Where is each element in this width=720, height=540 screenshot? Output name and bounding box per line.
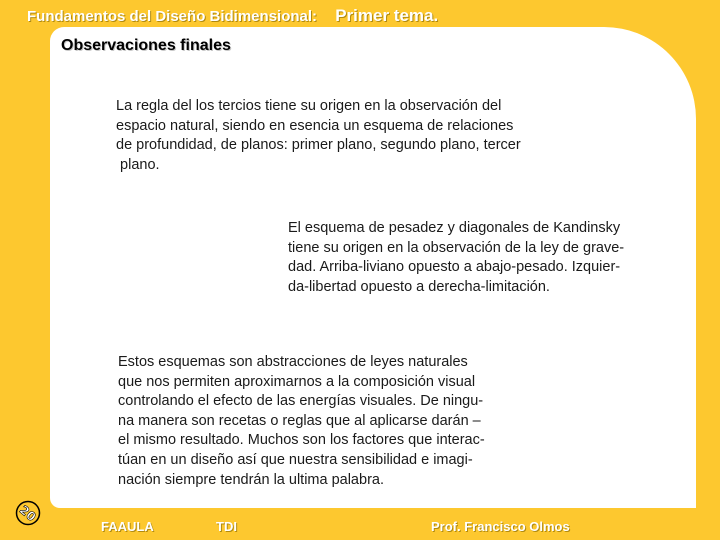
page-number-badge-icon xyxy=(15,500,41,526)
slide-header xyxy=(27,6,438,26)
footer-course: TDI xyxy=(216,519,237,534)
paragraph-conclusion: Estos esquemas son abstracciones de leyes naturales que nos permiten aproximarnos a la composición visual controlando el efecto de las energías visuales. De ningu- na manera son recetas o reglas que al aplicarse darán – el mismo resultado. Muchos son los factores que interac- túan en un diseño así que nuestra sensibilidad e imagi- nación siempre tendrán la ultima palabra. xyxy=(118,354,485,488)
page-number: 20 xyxy=(16,502,39,525)
paragraph-kandinsky: El esquema de pesadez y diagonales de Kandinsky tiene su origen en la observación de la ley de grave- dad. Arriba-liviano opuesto a abajo-pesado. Izquier- da-libertad opuesto a derecha-limitación. xyxy=(288,220,625,295)
slide-title: Observaciones finales xyxy=(61,37,231,54)
topic-label: Primer tema. xyxy=(335,6,439,25)
footer-author: Prof. Francisco Olmos xyxy=(431,519,570,534)
paragraph-tercios: La regla del los tercios tiene su origen en la observación del espacio natural, siendo en esencia un esquema de relaciones de profundidad, de planos: primer plano, segundo plano, tercer plano. xyxy=(116,98,521,173)
course-subject: Fundamentos del Diseño Bidimensional: xyxy=(27,8,318,25)
footer-institution: FAAULA xyxy=(101,519,154,534)
